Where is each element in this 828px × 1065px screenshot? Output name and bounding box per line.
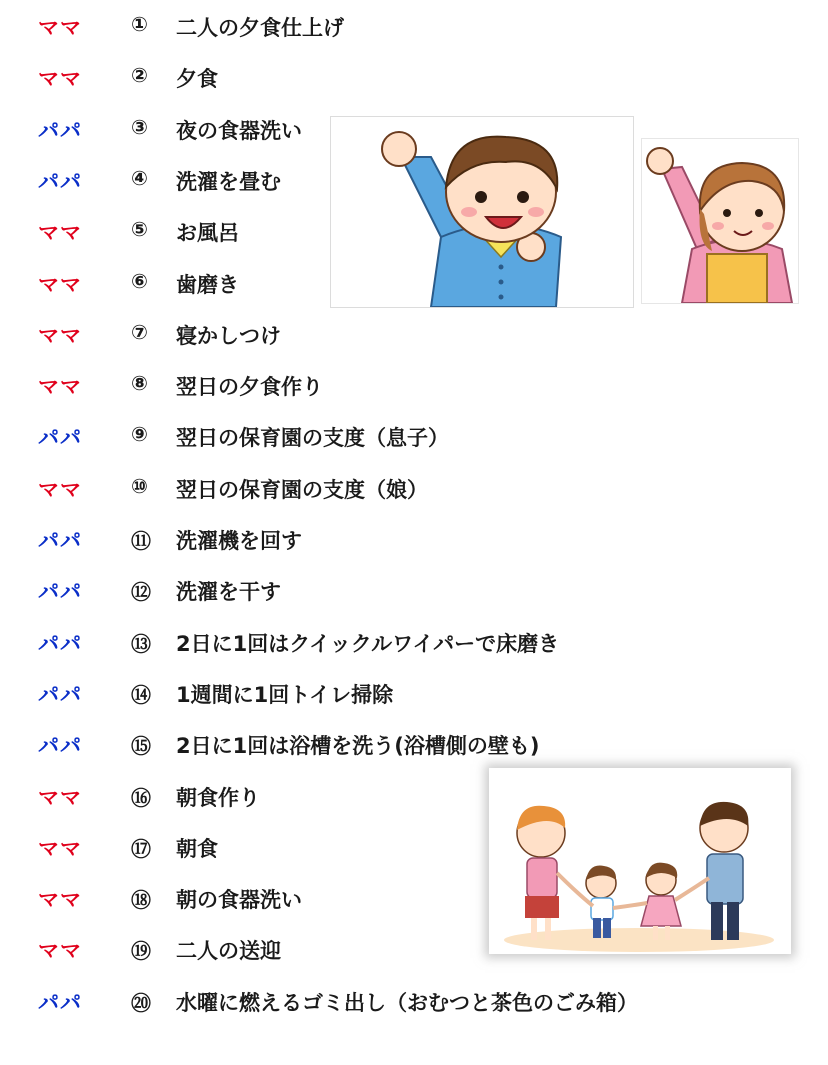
task-number: ⑱ [131,888,151,913]
task-text: 歯磨き [176,272,239,297]
assignee-label: パパ [38,529,82,553]
assignee-label: ママ [38,888,82,913]
task-number: ⑲ [131,939,151,964]
task-number: ⑥ [131,268,148,293]
assignee-label: ママ [38,477,82,502]
task-text: 二人の送迎 [176,939,281,964]
task-text: 洗濯を干す [176,580,281,605]
task-text: 朝食 [176,836,218,861]
assignee-label: パパ [38,169,82,194]
task-number: ⑭ [131,682,151,707]
assignee-label: パパ [38,990,82,1015]
task-number: ⑰ [131,836,151,861]
task-number: ⑩ [131,473,148,498]
task-row [0,724,828,764]
assignee-label: パパ [38,734,82,759]
task-number: ⑬ [131,631,151,656]
task-text: 洗濯を畳む [176,169,281,194]
task-number: ⑪ [131,529,151,553]
task-text: 水曜に燃えるゴミ出し（おむつと茶色のごみ箱） [176,990,638,1015]
assignee-label: パパ [38,631,82,656]
task-text: 夕食 [176,67,218,92]
task-number: ⑧ [131,371,148,396]
assignee-label: ママ [38,272,82,297]
task-row [0,57,828,97]
assignee-label: ママ [38,375,82,400]
mom-illustration [641,138,799,304]
assignee-label: ママ [38,785,82,810]
family-illustration [489,768,791,954]
assignee-label: パパ [38,426,82,451]
task-text: 翌日の夕食作り [176,375,323,400]
assignee-label: ママ [38,836,82,861]
task-row [0,416,828,456]
task-text: 夜の食器洗い [176,118,302,143]
task-row [0,314,828,354]
assignee-label: ママ [38,16,82,40]
task-number: ④ [131,165,148,190]
task-text: 翌日の保育園の支度（息子） [176,426,449,451]
task-text: 2日に1回はクイックルワイパーで床磨き [176,631,560,656]
task-row [0,673,828,713]
assignee-label: ママ [38,939,82,964]
task-text: 朝食作り [176,785,260,810]
task-row [0,519,828,559]
task-number: ⑳ [131,990,151,1015]
task-number: ② [131,63,148,88]
task-number: ⑨ [131,422,148,447]
task-row [0,365,828,405]
task-number: ⑮ [131,734,151,759]
assignee-label: パパ [38,682,82,707]
task-number: ⑤ [131,217,148,242]
task-number: ⑫ [131,580,151,605]
assignee-label: ママ [38,67,82,92]
assignee-label: パパ [38,580,82,605]
task-text: お風呂 [176,221,239,246]
task-number: ③ [131,114,148,139]
task-text: 1週間に1回トイレ掃除 [176,682,394,707]
assignee-label: パパ [38,118,82,143]
task-text: 寝かしつけ [176,323,281,348]
task-text: 二人の夕食仕上げ [176,16,344,40]
task-row [0,981,828,1021]
task-row [0,622,828,662]
dad-illustration [330,116,634,308]
task-text: 翌日の保育園の支度（娘） [176,477,428,502]
task-row [0,6,828,46]
task-number: ① [131,12,148,36]
task-text: 洗濯機を回す [176,529,302,553]
task-text: 2日に1回は浴槽を洗う(浴槽側の壁も) [176,734,540,759]
assignee-label: ママ [38,221,82,246]
assignee-label: ママ [38,323,82,348]
task-number: ⑯ [131,785,151,810]
task-number: ⑦ [131,319,148,344]
task-row [0,468,828,508]
task-text: 朝の食器洗い [176,888,302,913]
task-row [0,570,828,610]
